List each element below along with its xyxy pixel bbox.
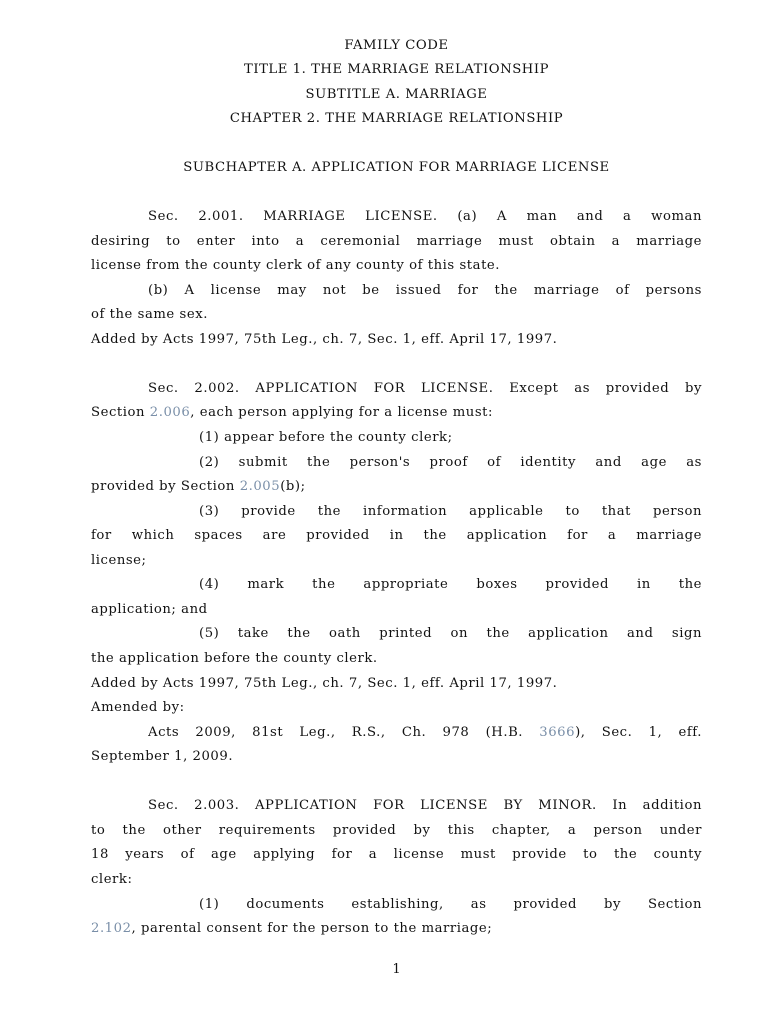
sec-2001-line-1: Sec. 2.001. MARRIAGE LICENSE. (a) A man and a woman [148, 209, 702, 224]
code-heading: FAMILY CODE [344, 38, 449, 53]
sec-2001-line-3: license from the county clerk of any county of this state. [91, 258, 501, 273]
sec-2002-item-1: (1) appear before the county clerk; [199, 430, 453, 445]
sec-2003-item-1: (1) documents establishing, as provided by Section [199, 897, 702, 912]
section-2102-link[interactable]: 2.102 [91, 921, 132, 936]
subtitle-heading: SUBTITLE A. MARRIAGE [305, 87, 488, 102]
hb-3666-link[interactable]: 3666 [539, 725, 576, 740]
sec-2002-history: Added by Acts 1997, 75th Leg., ch. 7, Sec. 1, eff. April 17, 1997. [91, 676, 558, 691]
title-heading: TITLE 1. THE MARRIAGE RELATIONSHIP [243, 62, 550, 77]
sec-2002-item-3: (3) provide the information applicable to that person [199, 504, 702, 519]
sec-2002-item-2-cont: provided by Section 2.005(b); [91, 479, 306, 494]
sec-2003-line-4: clerk: [91, 872, 133, 887]
sec-2002-item-4-cont: application; and [91, 602, 208, 617]
sec-2001-line-2: desiring to enter into a ceremonial marriage must obtain a marriage [91, 234, 702, 249]
chapter-heading: CHAPTER 2. THE MARRIAGE RELATIONSHIP [229, 111, 564, 126]
sec-2002-amendment-1-date: September 1, 2009. [91, 749, 234, 764]
sec-2002-item-5-cont: the application before the county clerk. [91, 651, 378, 666]
sec-2002-amended-label: Amended by: [91, 700, 185, 715]
sec-2002-line-2: Section 2.006, each person applying for a license must: [91, 405, 493, 420]
section-2006-link[interactable]: 2.006 [149, 405, 191, 420]
subchapter-heading: SUBCHAPTER A. APPLICATION FOR MARRIAGE LICENSE [183, 160, 610, 175]
sec-2002-item-3-end: license; [91, 553, 147, 568]
sec-2003-item-1-cont: 2.102, parental consent for the person to the marriage; [91, 921, 493, 936]
sec-2002-amendment-1: Acts 2009, 81st Leg., R.S., Ch. 978 (H.B. 3666), Sec. 1, eff. [148, 725, 702, 740]
sec-2002-item-3-cont: for which spaces are provided in the application for a marriage [91, 528, 702, 543]
sec-2003-line-3: 18 years of age applying for a license must provide to the county [91, 847, 702, 862]
sec-2002-item-4: (4) mark the appropriate boxes provided in the [199, 577, 702, 592]
section-2005-link[interactable]: 2.005 [239, 479, 281, 494]
sec-2001-line-4: (b) A license may not be issued for the marriage of persons [148, 283, 702, 298]
sec-2001-history: Added by Acts 1997, 75th Leg., ch. 7, Sec. 1, eff. April 17, 1997. [91, 332, 558, 347]
sec-2003-line-1: Sec. 2.003. APPLICATION FOR LICENSE BY MINOR. In addition [148, 798, 702, 813]
sec-2003-line-2: to the other requirements provided by this chapter, a person under [91, 823, 702, 838]
sec-2001-line-5: of the same sex. [91, 307, 208, 322]
sec-2002-item-5: (5) take the oath printed on the application and sign [199, 626, 702, 641]
sec-2002-item-2: (2) submit the person's proof of identity and age as [199, 455, 702, 470]
page-number: 1 [392, 962, 401, 977]
sec-2002-line-1: Sec. 2.002. APPLICATION FOR LICENSE. Except as provided by [148, 381, 702, 396]
